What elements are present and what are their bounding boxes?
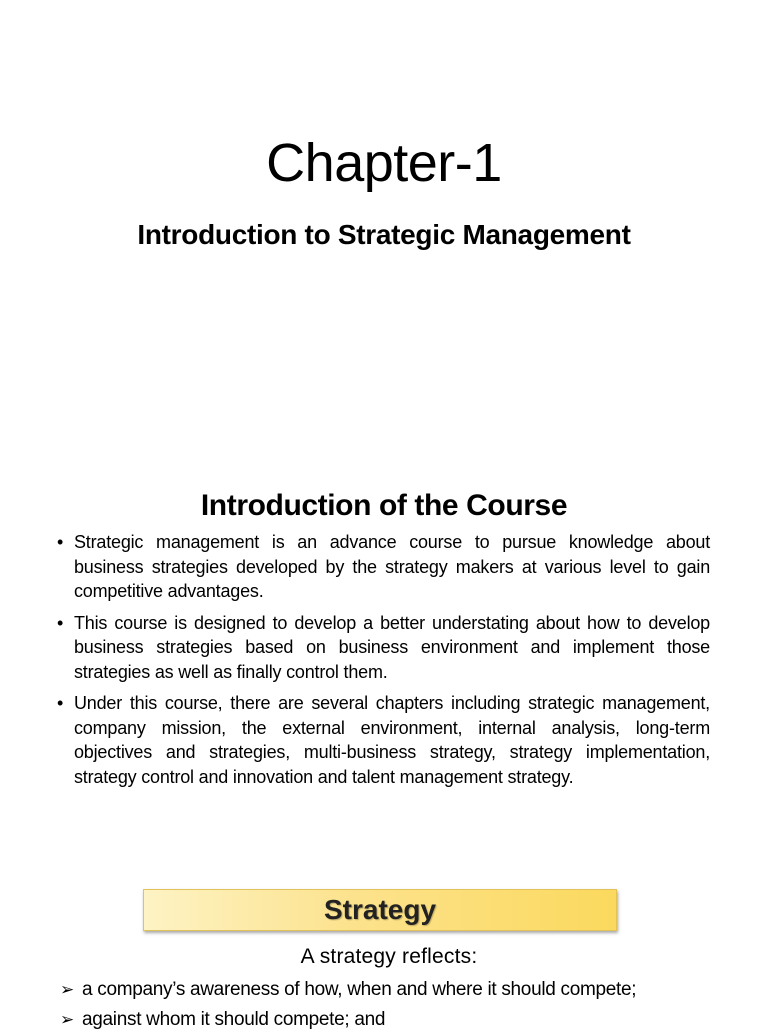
bullet-text: Under this course, there are several chapters including strategic management, company mission, the external environment, internal analysis, long-term objectives and strategies, multi-business strategy, strategy implementation, strategy control and innovation and talent management strategy. [74, 693, 710, 787]
bullet-dot-icon: • [57, 612, 64, 633]
chapter-title: Chapter-1 [266, 133, 502, 194]
list-item [55, 530, 710, 604]
list-item [55, 691, 710, 789]
strategy-banner [143, 889, 617, 931]
strategy-lead-text: A strategy reflects: [300, 945, 478, 968]
chapter-subtitle: Introduction to Strategic Management [137, 219, 631, 251]
bullet-text: This course is designed to develop a better understating about how to develop business strategies based on business environment and implement those strategies as well as finally control them. [74, 612, 710, 682]
course-intro-slide [0, 430, 768, 870]
title-slide [0, 0, 768, 430]
section-heading: Introduction of the Course [200, 488, 568, 522]
strategy-item-text: against whom it should compete; and [82, 1009, 386, 1030]
strategy-item-text: a company’s awareness of how, when and where it should compete; [82, 979, 637, 1000]
course-bullet-list [55, 530, 710, 796]
list-item [60, 1005, 750, 1035]
arrowhead-bullet-icon: ➢ [60, 1010, 74, 1029]
strategy-banner-label: Strategy [323, 894, 437, 925]
bullet-dot-icon: • [57, 693, 64, 713]
arrowhead-bullet-icon: ➢ [60, 980, 74, 999]
list-item [60, 975, 750, 1005]
bullet-dot-icon: • [57, 532, 64, 552]
strategy-item-list [60, 975, 750, 1035]
list-item [55, 611, 710, 685]
strategy-slide [0, 870, 768, 1030]
bullet-text: Strategic management is an advance course to pursue knowledge about business strategies developed by the strategy makers at various level to gain competitive advantages. [74, 532, 710, 601]
